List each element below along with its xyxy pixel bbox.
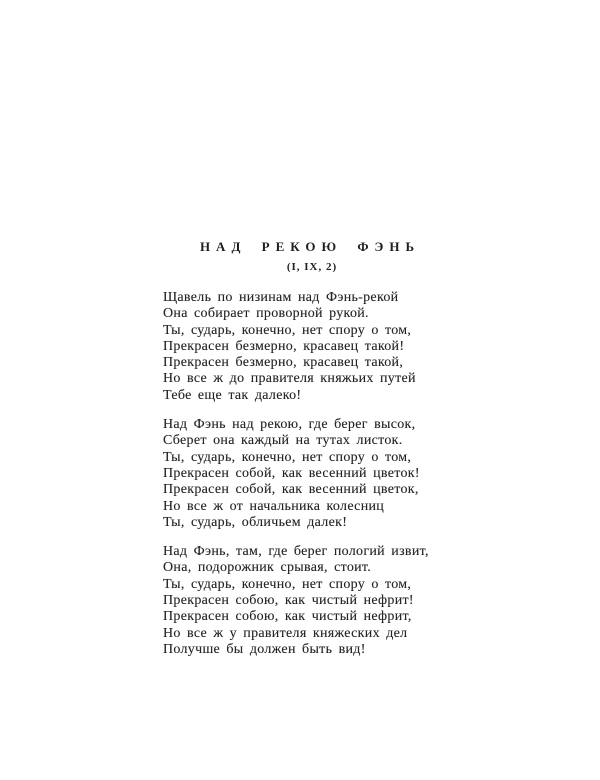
poem-line: Но все ж от начальника колесниц — [163, 498, 385, 514]
stanza-2 — [163, 417, 463, 531]
poem-line: Прекрасен безмерно, красавец такой! — [163, 338, 405, 354]
poem-line: Прекрасен собою, как чистый нефрит! — [163, 593, 414, 609]
poem-line: Прекрасен безмерно, красавец такой, — [163, 355, 404, 371]
poem-line: Ты, сударь, конечно, нет спору о том, — [163, 449, 412, 465]
poem-line: Щавель по низинам над Фэнь-рекой — [163, 290, 399, 305]
poem-line: Получше бы должен быть вид! — [163, 641, 366, 657]
poem-line: Ты, сударь, обличьем далек! — [163, 514, 348, 530]
poem-line: Тебе еще так далеко! — [163, 387, 302, 403]
poem-line: Но все ж у правителя княжеских дел — [163, 625, 408, 641]
poem-line: Но все ж до правителя княжьих путей — [163, 371, 416, 387]
stanza-3 — [163, 544, 463, 658]
poem-line: Над Фэнь, там, где берег пологий извит, — [163, 544, 429, 560]
poem-line: Сберет она каждый на тутах листок. — [163, 433, 403, 449]
poem-line: Она собирает проворной рукой. — [163, 306, 369, 322]
poem-line: Прекрасен собой, как весенний цветок! — [163, 465, 420, 481]
poem-line: Прекрасен собой, как весенний цветок, — [163, 482, 419, 498]
poem-subtitle: (I, IX, 2) — [286, 261, 338, 273]
poem-line: Она, подорожник срывая, стоит. — [163, 560, 372, 576]
stanza-1 — [163, 290, 463, 404]
poem-line: Ты, сударь, конечно, нет спору о том, — [163, 576, 412, 592]
poem-line: Над Фэнь над рекою, где берег высок, — [163, 417, 416, 433]
poem-title: НАД РЕКОЮ ФЭНЬ — [199, 239, 421, 254]
poem-line: Ты, сударь, конечно, нет спору о том, — [163, 322, 412, 338]
poem-body — [163, 290, 463, 671]
poem-line: Прекрасен собою, как чистый нефрит, — [163, 609, 412, 625]
